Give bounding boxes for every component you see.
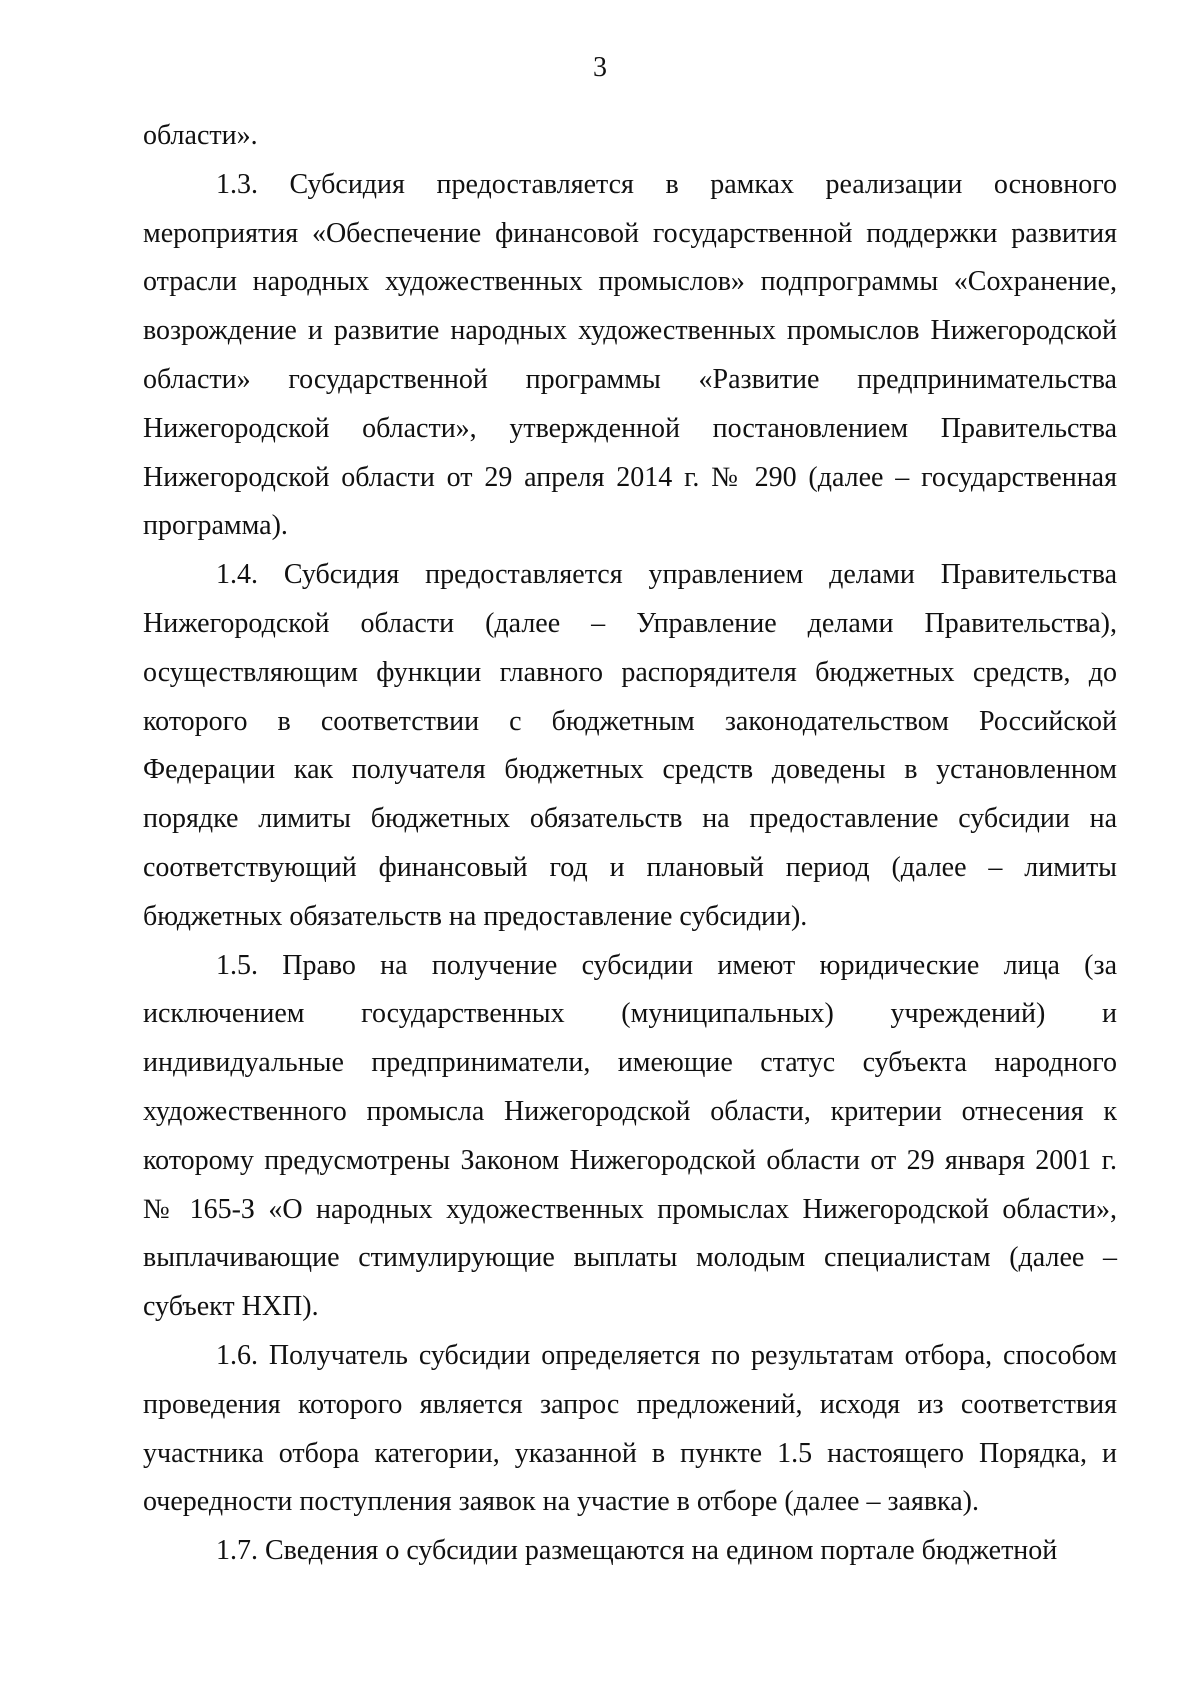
document-body: [143, 112, 1117, 1576]
page-number: 3: [593, 52, 607, 83]
paragraph-1-4: 1.4. Субсидия предоставляется управлением делами Правительства Нижегородской области (далее – Управление делами Правительства), осуществляющим функции главного распорядителя бюджетных средств, до которого в соответствии с бюджетным законодательством Российской Федерации как получателя бюджетных средств доведены в установленном порядке лимиты бюджетных обязательств на предоставление субсидии на соответствующий финансовый год и плановый период (далее – лимиты бюджетных обязательств на предоставление субсидии).: [143, 559, 1117, 932]
paragraph-1-7: 1.7. Сведения о субсидии размещаются на едином портале бюджетной: [216, 1535, 1058, 1567]
paragraph-1-5: 1.5. Право на получение субсидии имеют юридические лица (за исключением государственных (муниципальных) учреждений) и индивидуальные предприниматели, имеющие статус субъекта народного художественного промысла Нижегородской области, критерии отнесения к которому предусмотрены Законом Нижегородской области от 29 января 2001 г. № 165-З «О народных художественных промыслах Нижегородской области», выплачивающие стимулирующие выплаты молодым специалистам (далее – субъект НХП).: [143, 949, 1117, 1323]
paragraph-1-6: 1.6. Получатель субсидии определяется по результатам отбора, способом проведения которого является запрос предложений, исходя из соответствия участника отбора категории, указанной в пункте 1.5 настоящего Порядка, и очередности поступления заявок на участие в отборе (далее – заявка).: [143, 1339, 1117, 1518]
paragraph-1-3: 1.3. Субсидия предоставляется в рамках реализации основного мероприятия «Обеспечение финансовой государственной поддержки развития отрасли народных художественных промыслов» подпрограммы «Сохранение, возрождение и развитие народных художественных промыслов Нижегородской области» государственной программы «Развитие предпринимательства Нижегородской области», утвержденной постановлением Правительства Нижегородской области от 29 апреля 2014 г. № 290 (далее – государственная программа).: [143, 168, 1117, 542]
paragraph-continuation: области».: [143, 120, 258, 151]
